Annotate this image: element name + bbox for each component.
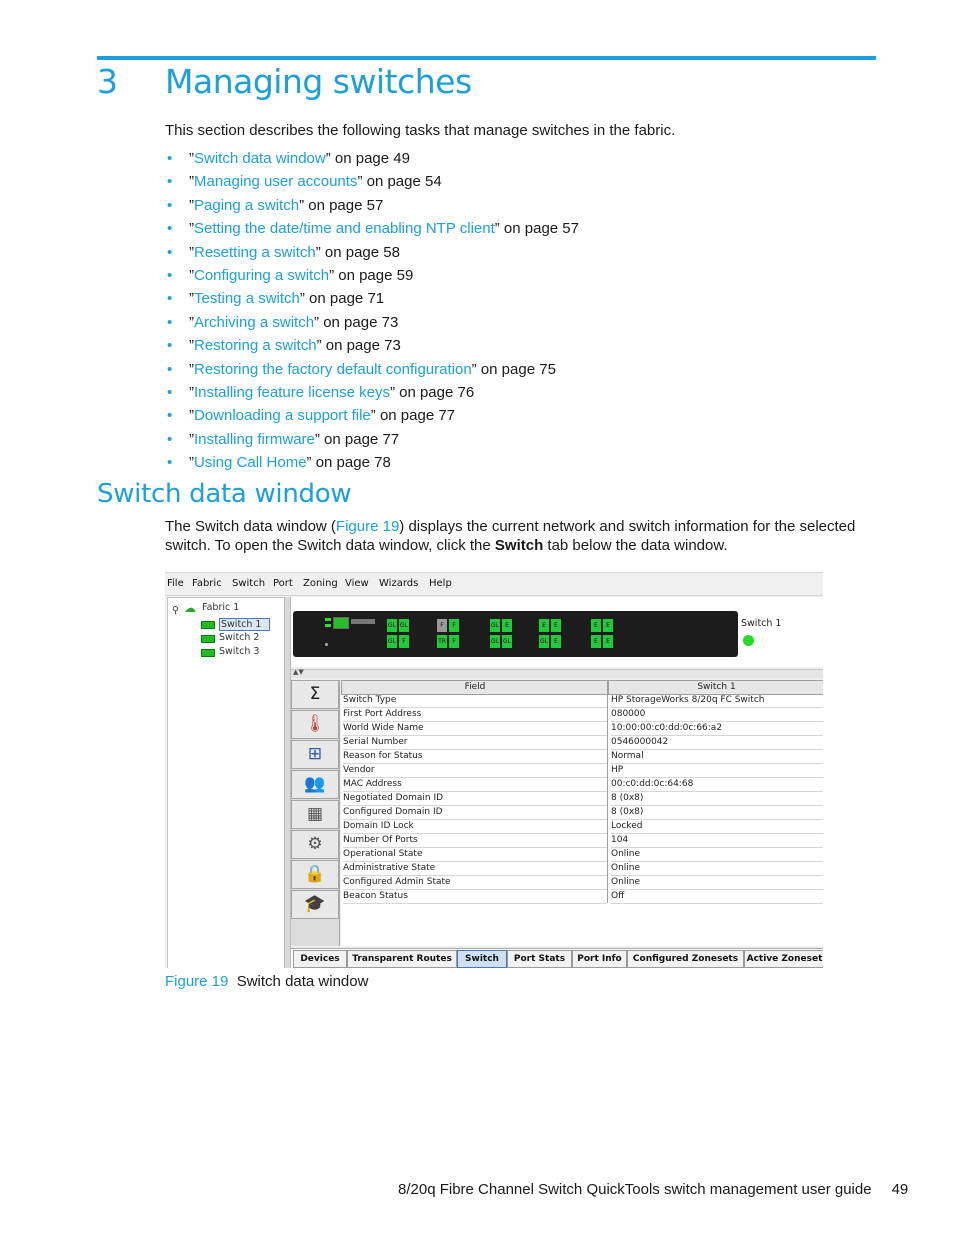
value-cell: HP (611, 764, 823, 778)
field-cell: Switch Type (343, 694, 607, 708)
management-port-icon (333, 617, 349, 629)
task-link[interactable]: Resetting a switch (194, 243, 316, 261)
task-list-item: • ”Resetting a switch” on page 58 (167, 243, 400, 261)
figure-caption-text: Switch data window (236, 973, 369, 990)
task-list-item: • ”Archiving a switch” on page 73 (167, 313, 399, 331)
field-cell: First Port Address (343, 708, 607, 722)
sigma-icon[interactable]: Σ (291, 680, 339, 709)
bullet-icon: • (167, 430, 173, 448)
field-cell: Serial Number (343, 736, 607, 750)
bullet-icon: • (167, 337, 173, 355)
network-icon[interactable]: ⊞ (291, 740, 339, 769)
switch-data-window-screenshot (165, 572, 823, 968)
switch-icon (201, 635, 215, 643)
task-page-ref: ” on page 78 (306, 454, 391, 472)
task-page-ref: ” on page 76 (389, 383, 475, 401)
bullet-icon: • (167, 173, 173, 191)
figure-link[interactable]: Figure 19 (335, 518, 400, 535)
tree-switch-item[interactable]: Switch 1 (219, 618, 270, 631)
bullet-icon: • (167, 243, 173, 261)
value-cell: 8 (0x8) (611, 806, 823, 820)
task-link[interactable]: Setting the date/time and enabling NTP client (194, 220, 495, 238)
value-cell: 104 (611, 834, 823, 848)
task-page-ref: ” on page 57 (299, 196, 384, 214)
tab-configured-zonesets[interactable]: Configured Zonesets (627, 950, 744, 968)
fabric-tree (167, 597, 285, 968)
page-footer (398, 1180, 908, 1199)
tab-port-stats[interactable]: Port Stats (507, 950, 572, 968)
bullet-icon: • (167, 383, 173, 401)
switch-port[interactable]: E (551, 619, 561, 632)
value-cell: 0546000042 (611, 736, 823, 750)
task-page-ref: ” on page 58 (315, 243, 400, 261)
field-cell: Configured Domain ID (343, 806, 607, 820)
top-rule (97, 56, 876, 60)
task-page-ref: ” on page 77 (314, 430, 400, 448)
thermometer-icon[interactable]: 🌡 (291, 710, 339, 739)
switch-port[interactable]: F (449, 619, 459, 632)
lock-icon[interactable]: 🔒 (291, 860, 339, 889)
collapse-arrows-icon[interactable]: ▲▼ (293, 668, 304, 676)
switch-port[interactable]: E (603, 619, 613, 632)
users-icon[interactable]: 👥 (291, 770, 339, 799)
switch-port[interactable]: E (502, 619, 512, 632)
menu-fabric[interactable]: Fabric (192, 578, 222, 589)
task-link[interactable]: Archiving a switch (194, 313, 315, 331)
field-cell: Domain ID Lock (343, 820, 607, 834)
switch-port[interactable]: GL (539, 635, 549, 648)
field-cell: Negotiated Domain ID (343, 792, 607, 806)
bullet-icon: • (167, 360, 173, 378)
task-link[interactable]: Switch data window (194, 150, 326, 167)
task-page-ref: ” on page 71 (299, 290, 385, 308)
task-page-ref: ” on page 73 (316, 337, 401, 355)
field-cell: Configured Admin State (343, 876, 607, 890)
tab-active-zoneset[interactable]: Active Zoneset (744, 950, 823, 968)
task-list-item: • ”Managing user accounts” on page 54 (167, 173, 442, 191)
menu-view[interactable]: View (345, 578, 369, 589)
task-link[interactable]: Installing firmware (194, 430, 315, 448)
task-page-ref: ” on page 73 (314, 313, 399, 331)
field-cell: MAC Address (343, 778, 607, 792)
bullet-icon: • (167, 220, 173, 238)
chip-icon[interactable]: ▦ (291, 800, 339, 829)
graduation-cap-icon[interactable]: 🎓 (291, 890, 339, 919)
task-link[interactable]: Restoring a switch (194, 337, 317, 355)
bullet-icon: • (167, 196, 173, 214)
value-cell: Online (611, 848, 823, 862)
data-window-tabs (291, 948, 823, 968)
pane-divider[interactable] (291, 669, 823, 678)
task-link[interactable]: Restoring the factory default configuration (194, 360, 472, 378)
task-page-ref: ” on page 77 (370, 407, 456, 425)
switch-port[interactable]: E (591, 635, 601, 648)
switch-port[interactable]: GL (490, 635, 500, 648)
value-cell: 080000 (611, 708, 823, 722)
switch-port[interactable]: E (551, 635, 561, 648)
faceplate-switch-label: Switch 1 (741, 618, 782, 629)
task-link[interactable]: Downloading a support file (194, 407, 371, 425)
chapter-title: Managing switches (165, 62, 472, 101)
switch-port[interactable]: E (603, 635, 613, 648)
figure-caption (165, 972, 368, 991)
task-page-ref: ” on page 59 (329, 266, 414, 284)
tree-switch-item[interactable]: Switch 3 (219, 646, 260, 657)
switch-port[interactable]: TR (437, 635, 447, 648)
faceplate-area (291, 597, 823, 667)
field-cell: World Wide Name (343, 722, 607, 736)
bullet-icon: • (167, 150, 173, 167)
switch-port[interactable]: E (539, 619, 549, 632)
task-list-item: • ”Testing a switch” on page 71 (167, 290, 385, 308)
value-cell: HP StorageWorks 8/20q FC Switch (611, 694, 823, 708)
switch-port[interactable]: GL (387, 635, 397, 648)
bullet-icon: • (167, 290, 173, 308)
switch-icon (201, 621, 215, 629)
switch-data-table (341, 680, 823, 946)
task-link[interactable]: Configuring a switch (194, 266, 330, 284)
task-list-item: • ”Downloading a support file” on page 77 (167, 407, 456, 425)
field-column-header[interactable]: Field (341, 680, 609, 695)
value-cell: Online (611, 862, 823, 876)
switch-port[interactable]: GL (387, 619, 397, 632)
bullet-icon: • (167, 454, 173, 472)
menu-zoning[interactable]: Zoning (303, 578, 338, 589)
switch-tab-reference: Switch (494, 537, 544, 554)
task-link[interactable]: Paging a switch (194, 196, 300, 214)
value-cell: Normal (611, 750, 823, 764)
value-cell: Online (611, 876, 823, 890)
field-cell: Reason for Status (343, 750, 607, 764)
task-link[interactable]: Using Call Home (194, 454, 307, 472)
switch-port[interactable]: GL (399, 619, 409, 632)
switch-port[interactable]: F (399, 635, 409, 648)
switch-faceplate (293, 611, 738, 657)
switch-port[interactable]: GL (490, 619, 500, 632)
task-page-ref: ” on page 54 (357, 173, 442, 191)
tree-fabric[interactable]: Fabric 1 (202, 602, 240, 613)
menu-file[interactable]: File (167, 578, 184, 589)
gear-icon[interactable]: ⚙ (291, 830, 339, 859)
task-list-item: • ”Switch data window” on page 49 (167, 150, 410, 167)
tab-port-info[interactable]: Port Info (572, 950, 627, 968)
tree-switch-item[interactable]: Switch 2 (219, 632, 260, 643)
intro-text: This section describes the following tasks that manage switches in the fabric. (165, 122, 676, 139)
page-number: 49 (891, 1181, 909, 1198)
task-list-item: • ”Setting the date/time and enabling NTP client” on page 57 (167, 220, 579, 238)
menu-switch[interactable]: Switch (232, 578, 266, 589)
footer-title: 8/20q Fibre Channel Switch QuickTools switch management user guide (398, 1181, 872, 1198)
tab-switch[interactable]: Switch (457, 950, 507, 968)
chapter-number: 3 (97, 62, 118, 101)
task-link[interactable]: Managing user accounts (194, 173, 358, 191)
section-heading: Switch data window (97, 479, 352, 509)
menu-bar (165, 572, 823, 596)
switch-port[interactable]: E (591, 619, 601, 632)
tab-transparent-routes[interactable]: Transparent Routes (347, 950, 457, 968)
section-paragraph: The Switch data window (Figure 19) displays the current network and switch information for the selected switch. To open the Switch data window, click the Switch tab below the data window. (165, 518, 856, 554)
menu-port[interactable]: Port (273, 578, 293, 589)
task-list-item: • ”Restoring the factory default configuration” on page 75 (167, 360, 556, 378)
field-cell: Number Of Ports (343, 834, 607, 848)
pane-splitter[interactable] (284, 597, 291, 968)
bullet-icon: • (167, 313, 173, 331)
value-cell: 8 (0x8) (611, 792, 823, 806)
value-cell: 00:c0:dd:0c:64:68 (611, 778, 823, 792)
model-label-icon (351, 619, 375, 624)
value-cell: Off (611, 890, 823, 904)
task-list-item: • ”Installing feature license keys” on page 76 (167, 383, 475, 401)
field-cell: Administrative State (343, 862, 607, 876)
task-list-item: • ”Paging a switch” on page 57 (167, 196, 384, 214)
value-cell: Locked (611, 820, 823, 834)
bullet-icon: • (167, 266, 173, 284)
menu-wizards[interactable]: Wizards (379, 578, 419, 589)
switch-column-header[interactable]: Switch 1 (608, 680, 823, 695)
task-link[interactable]: Testing a switch (194, 290, 300, 308)
task-list-item: • ”Using Call Home” on page 78 (167, 454, 391, 472)
fabric-icon: ☁ (184, 601, 196, 615)
task-link[interactable]: Installing feature license keys (194, 383, 390, 401)
figure-label: Figure 19 (165, 973, 229, 990)
task-list-item: • ”Restoring a switch” on page 73 (167, 337, 401, 355)
value-cell: 10:00:00:c0:dd:0c:66:a2 (611, 722, 823, 736)
task-list (165, 149, 579, 476)
task-list-item: • ”Installing firmware” on page 77 (167, 430, 400, 448)
switch-port[interactable]: F (449, 635, 459, 648)
task-page-ref: ” on page 57 (494, 220, 579, 238)
bullet-icon: • (167, 407, 173, 425)
task-page-ref: ” on page 49 (325, 150, 410, 167)
switch-icon (201, 649, 215, 657)
menu-help[interactable]: Help (429, 578, 452, 589)
view-icon-bar (291, 680, 340, 946)
switch-port[interactable]: F (437, 619, 447, 632)
switch-port[interactable]: GL (502, 635, 512, 648)
switch-status-led-icon (743, 635, 754, 646)
field-cell: Vendor (343, 764, 607, 778)
field-cell: Beacon Status (343, 890, 607, 904)
tree-expander-icon[interactable]: ⚲ (172, 605, 179, 616)
field-cell: Operational State (343, 848, 607, 862)
tab-devices[interactable]: Devices (293, 950, 347, 968)
task-list-item: • ”Configuring a switch” on page 59 (167, 266, 414, 284)
task-page-ref: ” on page 75 (471, 360, 556, 378)
